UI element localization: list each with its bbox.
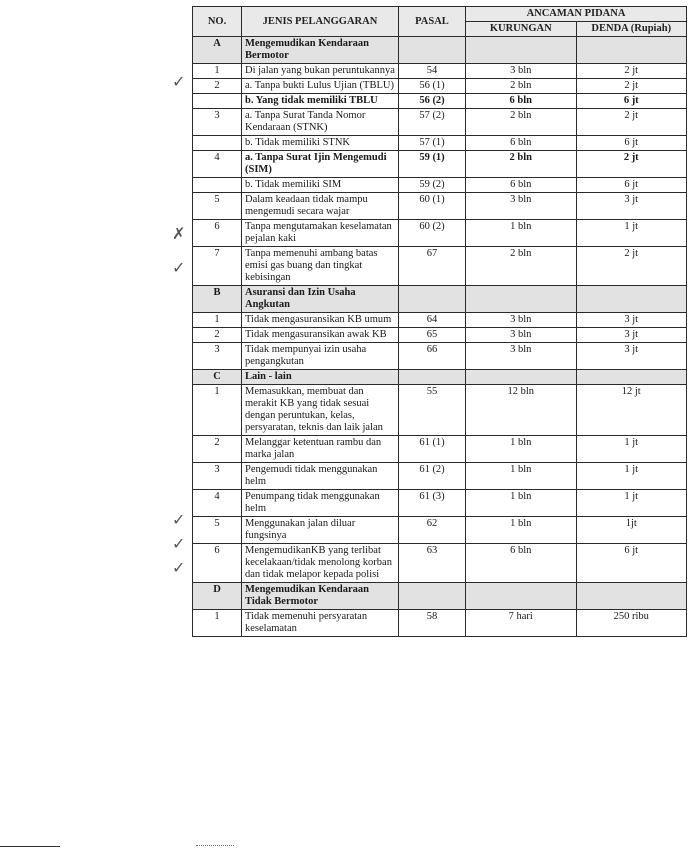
fine-amount-cell: 3 jt [576, 313, 687, 328]
table-row [193, 109, 687, 136]
detention-period-cell: 3 bln [466, 343, 577, 370]
detention-period-cell: 3 bln [466, 328, 577, 343]
detention-period-cell: 1 bln [466, 517, 577, 544]
table-row [193, 490, 687, 517]
article-cell: 63 [399, 544, 466, 583]
row-number-cell: 5 [193, 517, 242, 544]
row-number-cell [193, 178, 242, 193]
article-cell: 61 (1) [399, 436, 466, 463]
fine-amount-cell: 1jt [576, 517, 687, 544]
violation-type-cell: Asuransi dan Izin Usaha Angkutan [242, 286, 399, 313]
row-number-cell: 2 [193, 79, 242, 94]
table-row [193, 313, 687, 328]
row-number-cell: 1 [193, 313, 242, 328]
row-number-cell: 1 [193, 385, 242, 436]
table-row [193, 64, 687, 79]
violation-type-cell: Di jalan yang bukan peruntukannya [242, 64, 399, 79]
row-number-cell: 5 [193, 193, 242, 220]
row-number-cell [193, 94, 242, 109]
table-row [193, 544, 687, 583]
article-cell: 61 (2) [399, 463, 466, 490]
row-number-cell: D [193, 583, 242, 610]
fine-amount-cell [576, 370, 687, 385]
fine-amount-cell: 2 jt [576, 64, 687, 79]
article-cell: 64 [399, 313, 466, 328]
violation-type-cell: b. Tidak memiliki STNK [242, 136, 399, 151]
article-cell: 59 (2) [399, 178, 466, 193]
violation-type-cell: a. Tanpa Surat Tanda Nomor Kendaraan (STNK) [242, 109, 399, 136]
fine-amount-cell [576, 37, 687, 64]
handwritten-check-mark: ✓ [172, 534, 186, 553]
article-cell: 56 (2) [399, 94, 466, 109]
col-header-jenis: JENIS PELANGGARAN [242, 7, 399, 37]
article-cell: 66 [399, 343, 466, 370]
article-cell [399, 583, 466, 610]
fine-amount-cell: 1 jt [576, 436, 687, 463]
section-row [193, 583, 687, 610]
detention-period-cell: 1 bln [466, 220, 577, 247]
article-cell: 60 (1) [399, 193, 466, 220]
detention-period-cell: 2 bln [466, 247, 577, 286]
fine-amount-cell: 250 ribu [576, 610, 687, 637]
violation-type-cell: a. Tanpa Surat Ijin Mengemudi (SIM) [242, 151, 399, 178]
detention-period-cell [466, 37, 577, 64]
fine-amount-cell: 6 jt [576, 178, 687, 193]
fine-amount-cell [576, 286, 687, 313]
row-number-cell: 6 [193, 220, 242, 247]
detention-period-cell: 1 bln [466, 463, 577, 490]
col-header-kurungan: KURUNGAN [466, 22, 577, 37]
article-cell [399, 370, 466, 385]
table-row [193, 193, 687, 220]
fine-amount-cell: 3 jt [576, 343, 687, 370]
table-body [193, 37, 687, 637]
section-row [193, 370, 687, 385]
article-cell: 62 [399, 517, 466, 544]
handwritten-check-mark: ✓ [172, 72, 186, 91]
row-number-cell: 7 [193, 247, 242, 286]
fine-amount-cell: 3 jt [576, 193, 687, 220]
article-cell [399, 37, 466, 64]
detention-period-cell: 2 bln [466, 79, 577, 94]
violation-type-cell: Mengemudikan Kendaraan Bermotor [242, 37, 399, 64]
article-cell: 58 [399, 610, 466, 637]
article-cell: 60 (2) [399, 220, 466, 247]
table-row [193, 136, 687, 151]
col-header-denda: DENDA (Rupiah) [576, 22, 687, 37]
row-number-cell: 2 [193, 328, 242, 343]
col-header-ancaman: ANCAMAN PIDANA [466, 7, 687, 22]
table-row [193, 220, 687, 247]
article-cell: 59 (1) [399, 151, 466, 178]
violation-type-cell: Tidak memenuhi persyaratan keselamatan [242, 610, 399, 637]
table-row [193, 385, 687, 436]
fine-amount-cell: 1 jt [576, 463, 687, 490]
detention-period-cell: 3 bln [466, 193, 577, 220]
article-cell: 61 (3) [399, 490, 466, 517]
row-number-cell: C [193, 370, 242, 385]
violation-type-cell: Tanpa memenuhi ambang batas emisi gas buang dan tingkat kebisingan [242, 247, 399, 286]
violation-type-cell: Tidak mengasuransikan awak KB [242, 328, 399, 343]
fine-amount-cell: 2 jt [576, 247, 687, 286]
table-row [193, 517, 687, 544]
detention-period-cell: 3 bln [466, 64, 577, 79]
row-number-cell: 1 [193, 64, 242, 79]
violation-type-cell: Menggunakan jalan diluar fungsinya [242, 517, 399, 544]
row-number-cell: 4 [193, 151, 242, 178]
detention-period-cell: 6 bln [466, 178, 577, 193]
table-row [193, 328, 687, 343]
row-number-cell: 3 [193, 343, 242, 370]
detention-period-cell [466, 583, 577, 610]
detention-period-cell: 6 bln [466, 544, 577, 583]
detention-period-cell [466, 286, 577, 313]
violation-type-cell: a. Tanpa bukti Lulus Ujian (TBLU) [242, 79, 399, 94]
section-row [193, 37, 687, 64]
violation-type-cell: Tidak mengasuransikan KB umum [242, 313, 399, 328]
violation-type-cell: Melanggar ketentuan rambu dan marka jalan [242, 436, 399, 463]
violation-type-cell: MengemudikanKB yang terlibat kecelakaan/tidak menolong korban dan tidak melapor kepada polisi [242, 544, 399, 583]
table-row [193, 151, 687, 178]
violation-type-cell: Tidak mempunyai izin usaha pengangkutan [242, 343, 399, 370]
article-cell: 55 [399, 385, 466, 436]
col-header-no: NO. [193, 7, 242, 37]
row-number-cell [193, 136, 242, 151]
table-row [193, 610, 687, 637]
footer-rule [0, 846, 60, 847]
violation-type-cell: Tanpa mengutamakan keselamatan pejalan kaki [242, 220, 399, 247]
fine-amount-cell: 1 jt [576, 220, 687, 247]
article-cell: 57 (1) [399, 136, 466, 151]
table-row [193, 343, 687, 370]
detention-period-cell: 12 bln [466, 385, 577, 436]
article-cell: 56 (1) [399, 79, 466, 94]
violation-type-cell: b. Yang tidak memiliki TBLU [242, 94, 399, 109]
fine-amount-cell: 3 jt [576, 328, 687, 343]
handwritten-check-mark: ✓ [172, 558, 186, 577]
row-number-cell: 6 [193, 544, 242, 583]
row-number-cell: 3 [193, 109, 242, 136]
violation-type-cell: Penumpang tidak menggunakan helm [242, 490, 399, 517]
section-row [193, 286, 687, 313]
violation-type-cell: Pengemudi tidak menggunakan helm [242, 463, 399, 490]
table-row [193, 79, 687, 94]
table-row [193, 94, 687, 109]
detention-period-cell: 2 bln [466, 109, 577, 136]
table-row [193, 436, 687, 463]
article-cell [399, 286, 466, 313]
detention-period-cell: 2 bln [466, 151, 577, 178]
fine-amount-cell: 2 jt [576, 109, 687, 136]
row-number-cell: A [193, 37, 242, 64]
article-cell: 67 [399, 247, 466, 286]
fine-amount-cell: 12 jt [576, 385, 687, 436]
fine-amount-cell [576, 583, 687, 610]
row-number-cell: 4 [193, 490, 242, 517]
violation-table [192, 6, 687, 637]
footer-dots [196, 845, 234, 847]
article-cell: 65 [399, 328, 466, 343]
article-cell: 57 (2) [399, 109, 466, 136]
fine-amount-cell: 6 jt [576, 136, 687, 151]
article-cell: 54 [399, 64, 466, 79]
table-header-row [193, 7, 687, 22]
fine-amount-cell: 2 jt [576, 151, 687, 178]
detention-period-cell: 3 bln [466, 313, 577, 328]
detention-period-cell: 6 bln [466, 136, 577, 151]
violation-type-cell: Mengemudikan Kendaraan Tidak Bermotor [242, 583, 399, 610]
fine-amount-cell: 6 jt [576, 94, 687, 109]
table-row [193, 178, 687, 193]
handwritten-check-mark: ✓ [172, 510, 186, 529]
table-row [193, 463, 687, 490]
handwritten-check-mark: ✗ [172, 224, 186, 243]
detention-period-cell: 7 hari [466, 610, 577, 637]
detention-period-cell [466, 370, 577, 385]
col-header-pasal: PASAL [399, 7, 466, 37]
detention-period-cell: 1 bln [466, 490, 577, 517]
violation-type-cell: b. Tidak memiliki SIM [242, 178, 399, 193]
fine-amount-cell: 1 jt [576, 490, 687, 517]
row-number-cell: 3 [193, 463, 242, 490]
handwritten-check-mark: ✓ [172, 258, 186, 277]
table-row [193, 247, 687, 286]
fine-amount-cell: 6 jt [576, 544, 687, 583]
detention-period-cell: 1 bln [466, 436, 577, 463]
row-number-cell: 1 [193, 610, 242, 637]
fine-amount-cell: 2 jt [576, 79, 687, 94]
violation-type-cell: Memasukkan, membuat dan merakit KB yang tidak sesuai dengan peruntukan, kelas, persyaratan, teknis dan laik jalan [242, 385, 399, 436]
violation-type-cell: Lain - lain [242, 370, 399, 385]
detention-period-cell: 6 bln [466, 94, 577, 109]
row-number-cell: 2 [193, 436, 242, 463]
violation-type-cell: Dalam keadaan tidak mampu mengemudi secara wajar [242, 193, 399, 220]
row-number-cell: B [193, 286, 242, 313]
